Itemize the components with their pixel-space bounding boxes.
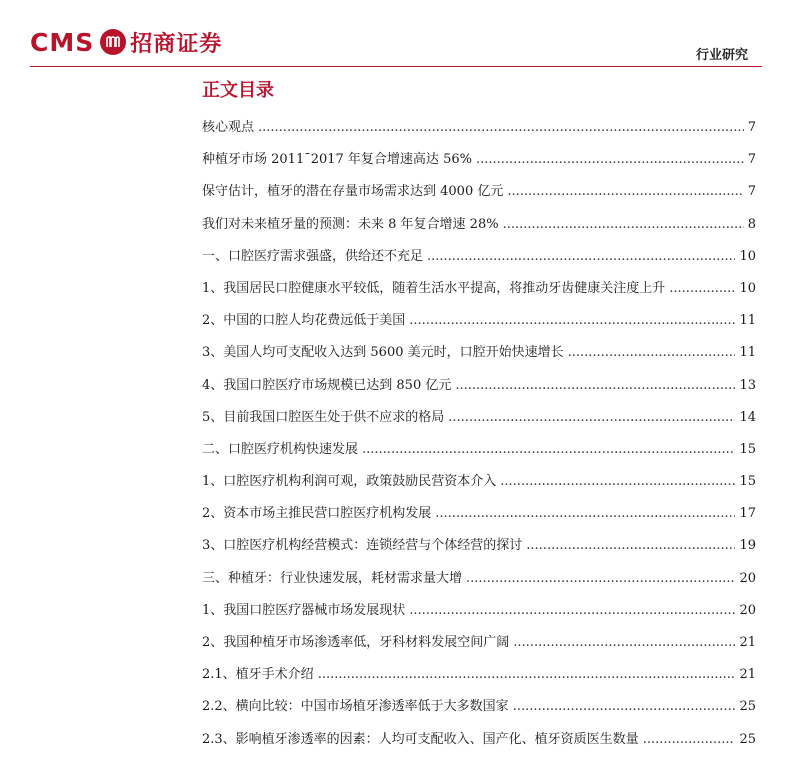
toc-leader-dots <box>448 402 735 434</box>
toc-leader-dots <box>669 273 735 305</box>
toc-entry-page: 13 <box>739 377 756 393</box>
toc-entry-page: 14 <box>739 409 756 425</box>
toc-entry[interactable] <box>202 434 756 466</box>
toc-entry-page: 21 <box>739 635 756 650</box>
toc-entry-text: 我们对未来植牙量的预测：未来 8 年复合增速 28% <box>202 216 499 232</box>
toc-entry-page: 21 <box>739 667 756 683</box>
toc-entry[interactable] <box>202 337 756 369</box>
toc-entry-text: 保守估计，植牙的潜在存量市场需求达到 4000 亿元 <box>202 184 504 200</box>
toc-entry-page: 10 <box>739 280 756 296</box>
toc-entry-page: 19 <box>739 538 756 554</box>
toc-entry-text: 5、目前我国口腔医生处于供不应求的格局 <box>202 409 445 425</box>
toc-entry[interactable] <box>202 498 756 530</box>
toc-entry-text: 三、种植牙：行业快速发展，耗材需求量大增 <box>202 570 463 586</box>
toc-entry-text: 2、我国种植牙市场渗透率低，牙科材料发展空间广阔 <box>202 635 510 650</box>
toc-entry[interactable] <box>202 305 756 337</box>
toc-entry-text: 1、我国居民口腔健康水平较低，随着生活水平提高，将推动牙齿健康关注度上升 <box>202 280 666 296</box>
toc-leader-dots <box>568 337 736 369</box>
header-divider <box>30 66 762 67</box>
toc-entry-text: 4、我国口腔医疗市场规模已达到 850 亿元 <box>202 377 452 393</box>
toc-entry[interactable] <box>202 627 756 659</box>
toc-leader-dots <box>409 305 735 337</box>
toc-entry-page: 11 <box>739 313 756 329</box>
toc-entry[interactable] <box>202 370 756 402</box>
toc-entry[interactable] <box>202 466 756 498</box>
toc-entry-page: 8 <box>747 216 756 232</box>
toc-entry-page: 20 <box>739 602 756 618</box>
toc-leader-dots <box>362 434 735 466</box>
toc-leader-dots <box>466 563 735 595</box>
toc-entry[interactable] <box>202 273 756 305</box>
toc-leader-dots <box>318 659 736 691</box>
toc-entry[interactable] <box>202 595 756 627</box>
logo-cms-text: CMS <box>30 27 95 57</box>
page-header <box>0 0 794 70</box>
toc-title: 正文目录 <box>202 80 274 101</box>
toc-leader-dots <box>513 627 735 659</box>
toc-entry-page: 15 <box>739 474 756 490</box>
toc-entry-page: 10 <box>739 248 756 264</box>
toc-entry[interactable] <box>202 563 756 595</box>
toc-entry-text: 1、口腔医疗机构利润可观，政策鼓励民营资本介入 <box>202 474 497 490</box>
toc-entry[interactable] <box>202 176 756 208</box>
toc-entry[interactable] <box>202 530 756 562</box>
toc-entry-text: 2、中国的口腔人均花费远低于美国 <box>202 313 406 329</box>
toc-entry-page: 25 <box>739 731 756 747</box>
toc-entry-text: 二、口腔医疗机构快速发展 <box>202 441 359 457</box>
toc-entry-text: 2.2、横向比较：中国市场植牙渗透率低于大多数国家 <box>202 699 509 715</box>
toc-entry-text: 核心观点 <box>202 120 255 135</box>
toc-entry-page: 7 <box>747 184 756 200</box>
toc-entry-text: 2、资本市场主推民营口腔医疗机构发展 <box>202 506 432 522</box>
toc-entry[interactable] <box>202 659 756 691</box>
toc-entry-page: 15 <box>739 441 756 457</box>
toc-entry-page: 7 <box>747 120 756 135</box>
toc-entry-text: 一、口腔医疗需求强盛，供给还不充足 <box>202 248 424 264</box>
toc-leader-dots <box>500 466 735 498</box>
toc-entry-text: 3、口腔医疗机构经营模式：连锁经营与个体经营的探讨 <box>202 538 523 554</box>
toc-leader-dots <box>476 144 744 176</box>
toc-entry-text: 种植牙市场 2011¯2017 年复合增速高达 56% <box>202 152 472 168</box>
toc-leader-dots <box>513 691 736 723</box>
toc-leader-dots <box>507 176 743 208</box>
toc-entry-text: 2.3、影响植牙渗透率的因素：人均可支配收入、国产化、植牙资质医生数量 <box>202 731 639 747</box>
toc-entry-text: 3、美国人均可支配收入达到 5600 美元时，口腔开始快速增长 <box>202 345 564 361</box>
toc-entry-page: 11 <box>739 345 756 361</box>
toc-entry-page: 7 <box>747 152 756 168</box>
toc-entry-page: 25 <box>739 699 756 715</box>
company-logo <box>30 24 222 60</box>
toc-leader-dots <box>427 241 735 273</box>
toc-entry-text: 2.1、植牙手术介绍 <box>202 667 314 683</box>
toc-leader-dots <box>503 209 744 241</box>
logo-company-name: 招商证券 <box>130 31 223 57</box>
toc-entry[interactable] <box>202 241 756 273</box>
toc-leader-dots <box>526 530 735 562</box>
report-category: 行业研究 <box>695 48 748 63</box>
toc-entry-text: 1、我国口腔医疗器械市场发展现状 <box>202 602 406 618</box>
toc-leader-dots <box>435 498 735 530</box>
toc-entry[interactable] <box>202 691 756 723</box>
toc-list <box>202 112 756 756</box>
toc-entry[interactable] <box>202 112 756 144</box>
toc-leader-dots <box>643 724 736 756</box>
toc-entry[interactable] <box>202 724 756 756</box>
toc-entry-page: 17 <box>739 506 756 522</box>
toc-entry[interactable] <box>202 209 756 241</box>
toc-entry[interactable] <box>202 144 756 176</box>
toc-entry[interactable] <box>202 402 756 434</box>
toc-leader-dots <box>409 595 735 627</box>
toc-leader-dots <box>455 370 735 402</box>
toc-entry-page: 20 <box>739 570 756 586</box>
logo-emblem-icon <box>100 29 126 55</box>
toc-leader-dots <box>258 112 744 144</box>
